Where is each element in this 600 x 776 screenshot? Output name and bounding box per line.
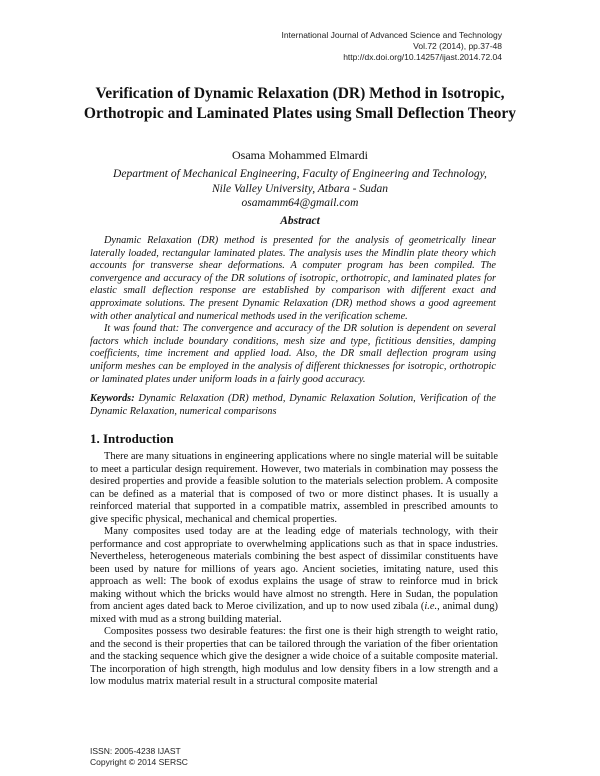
footer-issn: ISSN: 2005-4238 IJAST bbox=[90, 746, 181, 756]
abstract-paragraph: Dynamic Relaxation (DR) method is presented for the analysis of geometrically linear laterally loaded, rectangular laminated plates. The analysis uses the Mindlin plate theory which accounts for transverse shear deformations. A computer program has been compiled. The convergence and accuracy of the DR solutions of isotropic, orthotropic, and laminated plates for elastic small deflection response are established by comparison with different exact and approximate solutions. The present Dynamic Relaxation (DR) method shows a good agreement with other analytical and numerical methods used in the verification scheme. bbox=[90, 235, 496, 322]
affiliation-line-1: Department of Mechanical Engineering, Faculty of Engineering and Technology, bbox=[113, 168, 487, 180]
journal-header bbox=[281, 30, 502, 63]
footer-copyright: Copyright © 2014 SERSC bbox=[90, 757, 188, 767]
section-heading: 1. Introduction bbox=[90, 431, 174, 446]
page-footer bbox=[90, 746, 188, 768]
title-line-1: Verification of Dynamic Relaxation (DR) Method in Isotropic, bbox=[95, 85, 505, 102]
keywords-text: Dynamic Relaxation (DR) method, Dynamic Relaxation Solution, Verification of the Dynamic Relaxation, numerical comparisons bbox=[90, 393, 496, 417]
abstract-body bbox=[90, 235, 496, 386]
ie-abbreviation: i.e. bbox=[424, 601, 438, 612]
journal-doi[interactable]: http://dx.doi.org/10.14257/ijast.2014.72.04 bbox=[343, 52, 502, 62]
affiliation bbox=[80, 167, 520, 211]
body-paragraph: Composites possess two desirable features: the first one is their high strength to weight ratio, and the second is their properties that can be tailored through the variation of the fiber orientation and the stacking sequence which give the designer a wide choice of a suitable composite material. The incorporation of high strength, high modulus and low density fibers in a low strength and a low modulus matrix material result in a structural composite material bbox=[90, 626, 498, 687]
author-email[interactable]: osamamm64@gmail.com bbox=[241, 197, 359, 209]
body-text: Many composites used today are at the leading edge of materials technology, with their performance and cost appropriate to overwhelming applications such as that in space industries. Nevertheless, heterogeneous materials combining the best aspect of dissimilar constituents have been used by nature for millions of years ago. Ancient societies, imitating nature, used this approach as well: The book of exodus explains the usage of straw to reinforce mud in brick making without which the bricks would have almost no strength. Here in Sudan, the population from ancient ages dated back to Meroe civilization, and up to now used zibala ( bbox=[90, 526, 498, 612]
abstract-heading: Abstract bbox=[280, 215, 320, 227]
keywords-label: Keywords: bbox=[90, 393, 135, 404]
keywords bbox=[90, 393, 496, 418]
author-name: Osama Mohammed Elmardi bbox=[232, 148, 368, 162]
paper-title bbox=[60, 84, 540, 124]
affiliation-line-2: Nile Valley University, Atbara - Sudan bbox=[211, 182, 389, 195]
introduction-body bbox=[90, 451, 498, 689]
journal-name: International Journal of Advanced Science and Technology bbox=[281, 30, 502, 40]
body-text: , animal dung) mixed with mud as a strong building material. bbox=[90, 601, 498, 625]
title-line-2: Orthotropic and Laminated Plates using Small Deflection Theory bbox=[83, 105, 517, 122]
body-paragraph bbox=[90, 526, 498, 626]
body-paragraph: There are many situations in engineering applications where no single material will be suitable to meet a particular design requirement. However, two materials in combination may possess the desired properties and provide a feasible solution to the materials selection problem. A composite can be defined as a material that is composed of two or more distinct phases. It is usually a reinforced material that supported in a compatible matrix, assembled in prescribed amounts to give specific physical, mechanical and chemical properties. bbox=[90, 451, 498, 525]
abstract-paragraph: It was found that: The convergence and accuracy of the DR solution is dependent on several factors which include boundary conditions, mesh size and type, fictitious densities, damping coefficients, time increment and applied load. Also, the DR small deflection program using uniform meshes can be employed in the analysis of different thicknesses for isotropic, orthotropic or laminated plates under uniform loads in a fairly good accuracy. bbox=[90, 323, 496, 385]
journal-volume: Vol.72 (2014), pp.37-48 bbox=[413, 41, 502, 51]
